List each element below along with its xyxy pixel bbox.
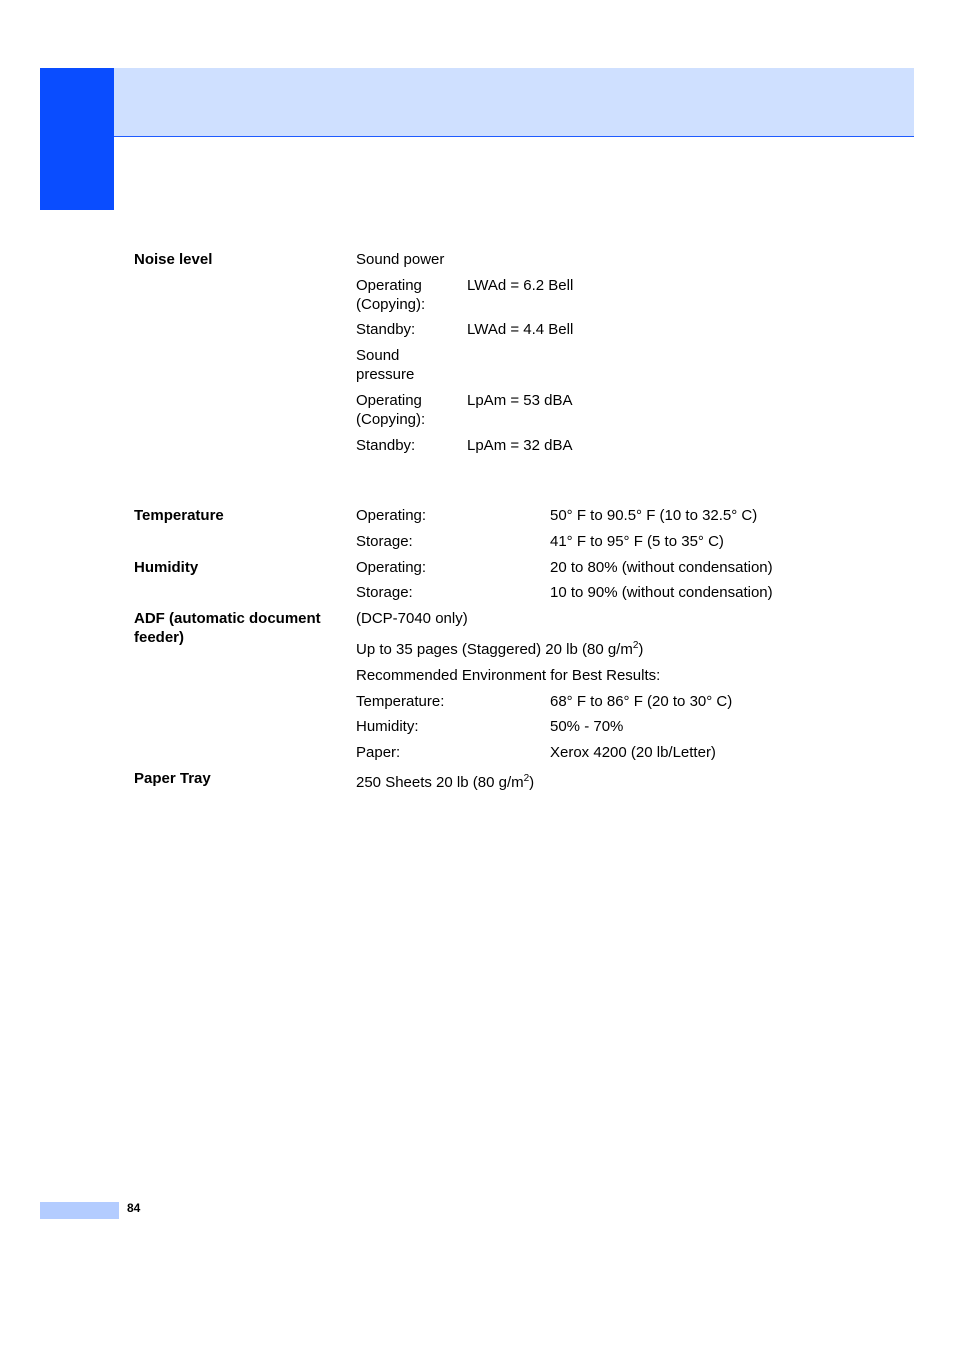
adf-heading: ADF (automatic document: [134, 610, 321, 627]
operating-copying-label-2: (Copying):: [356, 296, 426, 313]
footer-band: [40, 1202, 119, 1219]
temperature-operating-value: 50° F to 90.5° F (10 to 32.5° C): [550, 507, 758, 524]
operating-copying-label: Operating: [356, 277, 422, 294]
paper-tray-heading: Paper Tray: [134, 770, 211, 787]
paper-tray-capacity: 250 Sheets 20 lb (80 $g/m^2$): [356, 773, 535, 791]
adf-paper-value: Xerox 4200 (20 lb/Letter): [550, 744, 716, 761]
lwad-standby-value: LWAd = 4.4 Bell: [467, 321, 574, 338]
humidity-storage-label: Storage:: [356, 584, 413, 601]
adf-model-note: (DCP-7040 only): [356, 610, 468, 627]
adf-capacity: Up to 35 pages (Staggered) 20 lb (80 $g/m^2$): [356, 640, 644, 658]
adf-recommended-heading: Recommended Environment for Best Results:: [356, 667, 661, 684]
humidity-operating-value: 20 to 80% (without condensation): [550, 559, 773, 576]
noise-heading: Noise level: [134, 251, 213, 268]
sound-power-label: Sound power: [356, 251, 445, 268]
adf-paper-label: Paper:: [356, 744, 401, 761]
standby-pressure-label: Standby:: [356, 437, 416, 454]
lpam-operating-value: LpAm = 53 dBA: [467, 392, 573, 409]
adf-heading-2: feeder): [134, 629, 185, 646]
operating-copying-pressure-label-2: (Copying):: [356, 411, 426, 428]
temperature-storage-value: 41° F to 95° F (5 to 35° C): [550, 533, 724, 550]
sound-pressure-label-2: pressure: [356, 366, 415, 383]
temperature-storage-label: Storage:: [356, 533, 413, 550]
humidity-operating-label: Operating:: [356, 559, 427, 576]
sound-pressure-label: Sound: [356, 347, 400, 364]
page-number: 84: [127, 1201, 141, 1215]
adf-temperature-value: 68° F to 86° F (20 to 30° C): [550, 693, 733, 710]
standby-label: Standby:: [356, 321, 416, 338]
humidity-heading: Humidity: [134, 559, 199, 576]
chapter-tab: [40, 68, 114, 210]
lwad-operating-value: LWAd = 6.2 Bell: [467, 277, 574, 294]
header-band: [40, 68, 914, 137]
adf-temperature-label: Temperature:: [356, 693, 445, 710]
operating-copying-pressure-label: Operating: [356, 392, 422, 409]
temperature-heading: Temperature: [134, 507, 224, 524]
adf-humidity-value: 50% - 70%: [550, 718, 624, 735]
adf-humidity-label: Humidity:: [356, 718, 419, 735]
temperature-operating-label: Operating:: [356, 507, 427, 524]
humidity-storage-value: 10 to 90% (without condensation): [550, 584, 773, 601]
lpam-standby-value: LpAm = 32 dBA: [467, 437, 573, 454]
